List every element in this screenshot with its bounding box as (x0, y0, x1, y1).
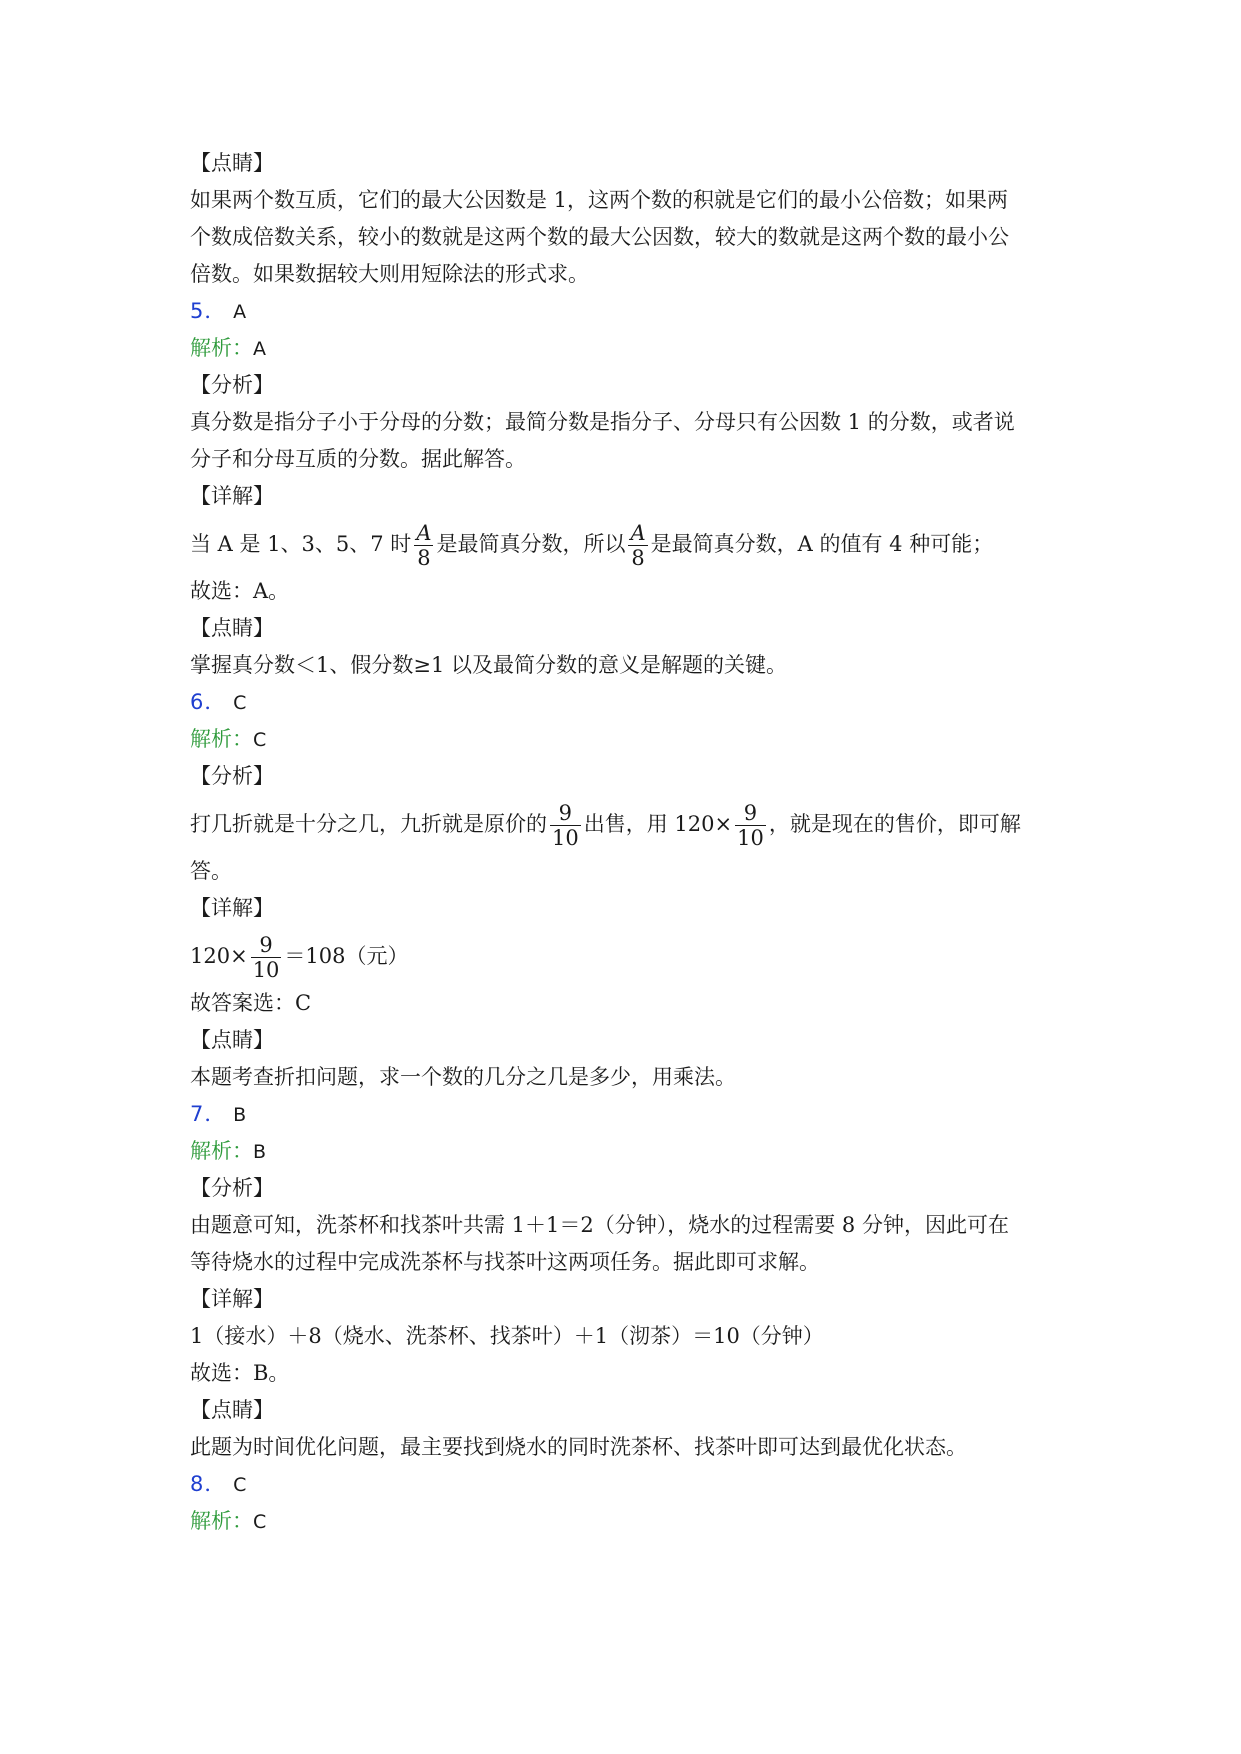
jiexi-line (190, 1503, 1050, 1540)
fraction-denominator: 10 (737, 826, 764, 850)
dianjing-text-line: 倍数。如果数据较大则用短除法的形式求。 (190, 262, 589, 286)
question-number: 8． (190, 1472, 227, 1496)
dianjing-text-line: 掌握真分数＜1、假分数≥1 以及最简分数的意义是解题的关键。 (190, 653, 787, 677)
heading-dianjing: 【点睛】 (190, 616, 274, 640)
dianjing-text-line: 个数成倍数关系，较小的数就是这两个数的最大公因数，较大的数就是这两个数的最小公 (190, 225, 1009, 249)
jiexi-line (190, 1133, 1050, 1170)
jiexi-line (190, 330, 1050, 367)
question-number: 7． (190, 1102, 227, 1126)
dianjing-text-line: 如果两个数互质，它们的最大公因数是 1，这两个数的积就是它们的最小公倍数；如果两 (190, 188, 1009, 212)
fraction-denominator: 10 (252, 958, 280, 982)
heading-fenxi: 【分析】 (190, 373, 274, 397)
heading-dianjing: 【点睛】 (190, 1398, 274, 1422)
xiangjie-text: 当 A 是 1、3、5、7 时 (190, 532, 412, 556)
question-number: 6． (190, 690, 227, 714)
fenxi-text: ，就是现在的售价，即可解 (768, 812, 1021, 836)
heading-dianjing: 【点睛】 (190, 151, 274, 175)
fraction-a-over-8 (628, 521, 647, 570)
fenxi-text: 打几折就是十分之几，九折就是原价的 (190, 812, 547, 836)
question-8-header (190, 1466, 1050, 1503)
heading-xiangjie: 【详解】 (190, 484, 274, 508)
dianjing-text-line: 本题考查折扣问题，求一个数的几分之几是多少，用乘法。 (190, 1065, 736, 1089)
question-answer: B (233, 1104, 247, 1126)
heading-dianjing: 【点睛】 (190, 1028, 274, 1052)
question-number: 5． (190, 299, 227, 323)
calc-text: 120× (190, 944, 248, 968)
jiexi-line (190, 721, 1050, 758)
question-answer: C (233, 1474, 247, 1496)
jiexi-value: C (253, 1511, 267, 1533)
question-5-header (190, 293, 1050, 330)
jiexi-value: B (253, 1141, 267, 1163)
jiexi-label: 解析： (190, 1509, 253, 1533)
fraction-numerator: A (630, 521, 646, 545)
calc-line: 1（接水）＋8（烧水、洗茶杯、找茶叶）＋1（沏茶）＝10（分钟） (190, 1324, 824, 1348)
xiangjie-text: 是最简真分数，所以 (436, 532, 626, 556)
fenxi-text-line: 真分数是指分子小于分母的分数；最简分数是指分子、分母只有公因数 1 的分数，或者说 (190, 410, 1015, 434)
fraction-9-over-10 (735, 801, 766, 850)
fraction-denominator: 10 (552, 826, 579, 850)
dianjing-text-line: 此题为时间优化问题，最主要找到烧水的同时洗茶杯、找茶叶即可达到最优化状态。 (190, 1435, 967, 1459)
conclusion: 故选：A。 (190, 579, 290, 603)
conclusion: 故选：B。 (190, 1361, 290, 1385)
fraction-9-over-10 (550, 801, 581, 850)
fenxi-fraction-line (190, 795, 1050, 853)
jiexi-value: A (253, 338, 266, 360)
question-answer: A (233, 301, 247, 323)
fraction-numerator: 9 (251, 933, 282, 958)
jiexi-label: 解析： (190, 336, 253, 360)
jiexi-label: 解析： (190, 727, 253, 751)
fraction-numerator: A (416, 521, 432, 545)
heading-fenxi: 【分析】 (190, 1176, 274, 1200)
question-7-header (190, 1096, 1050, 1133)
fenxi-text: 出售，用 120× (583, 812, 733, 836)
jiexi-label: 解析： (190, 1139, 253, 1163)
fraction-denominator: 8 (631, 546, 645, 570)
fraction-numerator: 9 (550, 801, 581, 826)
fenxi-text-line: 答。 (190, 859, 232, 883)
question-6-header (190, 684, 1050, 721)
fenxi-text-line: 由题意可知，洗茶杯和找茶叶共需 1＋1＝2（分钟），烧水的过程需要 8 分钟，因此可在 (190, 1213, 1009, 1237)
answer-page (190, 145, 1050, 1540)
fraction-denominator: 8 (417, 546, 431, 570)
fenxi-text-line: 等待烧水的过程中完成洗茶杯与找茶叶这两项任务。据此即可求解。 (190, 1250, 820, 1274)
question-answer: C (233, 692, 247, 714)
calc-text: ＝108（元） (284, 944, 409, 968)
heading-fenxi: 【分析】 (190, 764, 274, 788)
xiangjie-text: 是最简真分数，A 的值有 4 种可能； (650, 532, 994, 556)
fraction-numerator: 9 (735, 801, 766, 826)
fraction-a-over-8 (414, 521, 433, 570)
calc-line (190, 927, 1050, 985)
fenxi-text-line: 分子和分母互质的分数。据此解答。 (190, 447, 526, 471)
xiangjie-fraction-line (190, 515, 1050, 573)
conclusion: 故答案选：C (190, 991, 312, 1015)
jiexi-value: C (253, 729, 267, 751)
heading-xiangjie: 【详解】 (190, 1287, 274, 1311)
fraction-9-over-10 (251, 933, 282, 982)
heading-xiangjie: 【详解】 (190, 896, 274, 920)
